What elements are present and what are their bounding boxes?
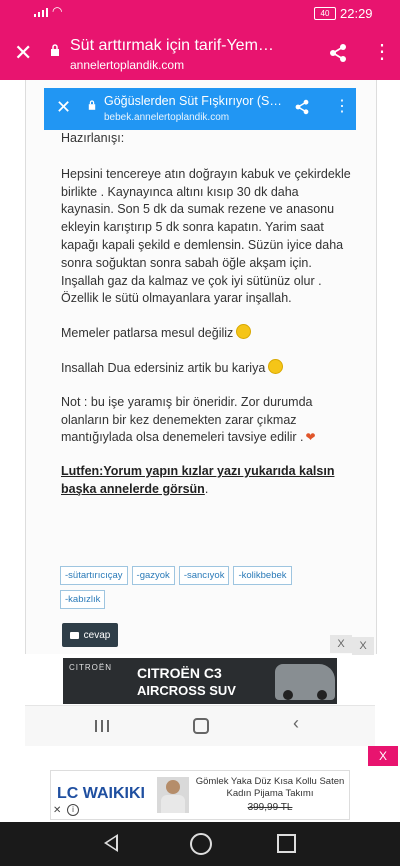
smiley-icon xyxy=(236,324,251,339)
home-icon[interactable] xyxy=(190,833,212,855)
close-ad-button[interactable]: X xyxy=(368,746,398,766)
ad-brand: CITROËN xyxy=(69,663,112,672)
embedded-nav-bar xyxy=(25,705,375,746)
system-nav-bar xyxy=(0,822,400,866)
tag[interactable]: -kolikbebek xyxy=(233,566,291,585)
page-content xyxy=(0,80,400,766)
tag[interactable]: -gazyok xyxy=(132,566,175,585)
product-price: 399,99 TL xyxy=(247,802,293,813)
info-icon[interactable]: i xyxy=(67,804,79,816)
ad-logo: LC WAIKIKI xyxy=(57,785,145,802)
product-image xyxy=(157,777,189,813)
tag[interactable]: -kabızlık xyxy=(60,590,105,609)
signal-icon xyxy=(34,8,48,17)
reply-button[interactable] xyxy=(62,623,118,647)
more-options-icon[interactable]: ⋮ xyxy=(372,41,392,63)
recents-icon[interactable] xyxy=(277,834,296,853)
share-icon xyxy=(294,99,310,115)
browser-toolbar xyxy=(0,28,400,80)
tag-list xyxy=(60,566,320,609)
back-icon: ‹ xyxy=(293,713,299,733)
ad-subheadline: AIRCROSS SUV xyxy=(137,683,236,698)
more-options-icon: ⋮ xyxy=(334,98,350,115)
embedded-browser-toolbar xyxy=(44,88,356,130)
close-ad-button[interactable]: X xyxy=(330,635,352,653)
back-icon[interactable] xyxy=(104,834,118,852)
status-bar xyxy=(0,0,400,28)
tag[interactable]: -sancıyok xyxy=(179,566,230,585)
car-image xyxy=(275,664,335,700)
close-ad-button[interactable]: X xyxy=(352,637,374,655)
lock-icon xyxy=(88,100,96,110)
paragraph: Memeler patlarsa mesul değiliz xyxy=(61,324,351,343)
smiley-icon xyxy=(268,359,283,374)
home-icon xyxy=(193,718,209,734)
paragraph: Insallah Dua edersiniz artik bu kariya xyxy=(61,359,351,378)
bold-note: Lutfen:Yorum yapın kızlar yazı yukarıda kalsın başka annelerde görsün xyxy=(61,464,335,496)
lock-icon xyxy=(50,44,60,56)
paragraph: Not : bu işe yaramış bir öneridir. Zor durumda olanların bir kez denemekten zarar çıkmaz mantığıylada olsa denemeleri tavsiye edilir . ❤ xyxy=(61,394,316,445)
lcwaikiki-ad[interactable] xyxy=(50,770,350,820)
ad-headline: CITROËN C3 xyxy=(137,665,222,681)
reply-label: cevap xyxy=(83,629,111,641)
product-name: Gömlek Yaka Düz Kısa Kollu Saten Kadın Pijama Takımı xyxy=(195,776,345,799)
battery-icon xyxy=(314,7,336,20)
embedded-page-url: bebek.annelertoplandik.com xyxy=(104,112,230,123)
heart-icon: ❤ xyxy=(305,430,316,445)
page-title: Süt arttırmak için tarif-Yem… xyxy=(70,37,274,54)
article-body xyxy=(61,130,351,515)
battery-level: 40 xyxy=(320,9,330,18)
paragraph: Lutfen:Yorum yapın kızlar yazı yukarıda kalsın başka annelerde görsün. xyxy=(61,464,335,496)
close-icon[interactable]: ✕ xyxy=(14,40,33,65)
clock: 22:29 xyxy=(340,6,373,21)
embedded-page-title: Göğüslerden Süt Fışkırıyor (S… xyxy=(104,94,282,108)
citroen-ad[interactable] xyxy=(63,658,337,704)
ad-bar xyxy=(0,766,400,822)
comment-icon xyxy=(70,632,79,639)
paragraph: Hepsini tencereye atın doğrayın kabuk ve çekirdekle birlikte . Kaynayınca altını kısıp 30 dk daha kaynasin. Son 5 dk da sumak rezene ve anasonu ekleyin karıştırıp 5 dk sonra kapatın. Yarim saat kapağı kapali şekild e demlensin. Süzün iyice daha sonra soğuktan sonra sabah öğle akşam için. Inşallah gaz da kalmaz ve çok iyi sütünüz olur . Özellik le sütü olmayanlara yarar inşallah. xyxy=(61,166,351,306)
close-icon: ✕ xyxy=(56,97,72,117)
share-icon[interactable] xyxy=(328,43,348,63)
wifi-icon: ◠ xyxy=(52,4,63,18)
close-icon[interactable]: ✕ xyxy=(53,805,62,816)
page-url[interactable]: annelertoplandik.com xyxy=(70,58,185,72)
recents-icon xyxy=(95,720,111,732)
tag[interactable]: -sütartırıcıçay xyxy=(60,566,128,585)
section-heading: Hazırlanışı: xyxy=(61,131,125,145)
